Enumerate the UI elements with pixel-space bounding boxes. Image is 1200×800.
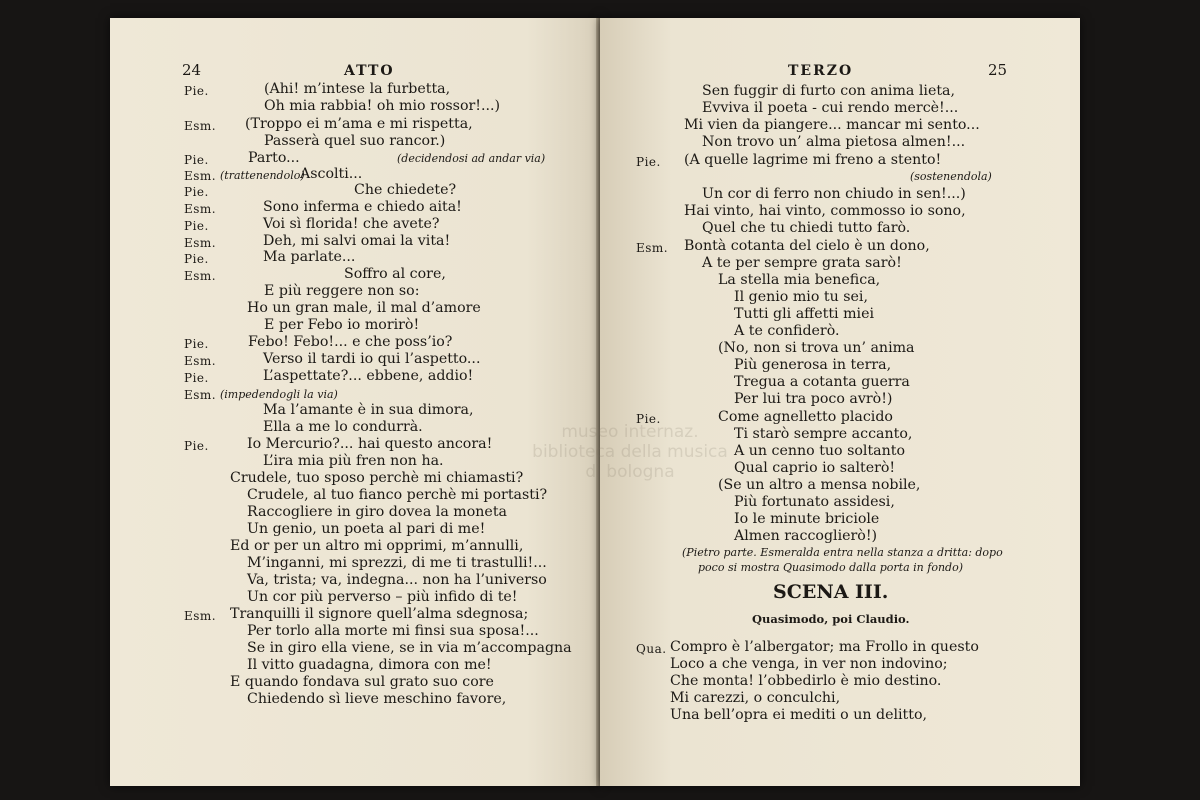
verse-line: Per lui tra poco avrò!) [734,391,893,407]
verse-line: Soffro al core, [344,266,446,282]
verse-line: Ho un gran male, il mal d’amore [247,300,481,316]
verse-line: Ella a me lo condurrà. [263,419,423,435]
verse-line: Tranquilli il signore quell’alma sdegnosa; [230,606,529,622]
speaker-label: Pie. [184,337,209,351]
page-number: 24 [182,61,202,79]
watermark-line: biblioteca della musica [532,442,728,462]
verse-line: Per torlo alla morte mi finsi sua sposa!... [247,623,539,639]
verse-line: Raccogliere in giro dovea la moneta [247,504,507,520]
verse-line: (Troppo ei m’ama e mi rispetta, [245,116,473,132]
verse-line: (Se un altro a mensa nobile, [718,477,921,493]
verse-line: Il vitto guadagna, dimora con me! [247,657,492,673]
speaker-label: Esm. [184,236,217,250]
verse-line: Verso il tardi io qui l’aspetto... [263,351,481,367]
verse-line: Un genio, un poeta al pari di me! [247,521,486,537]
verse-line: Sono inferma e chiedo aita! [263,199,462,215]
verse-line: Ascolti... [300,166,363,182]
verse-line: Febo! Febo!... e che poss’io? [248,334,453,350]
speaker-label: Qua. [636,642,667,656]
verse-line: Che chiedete? [354,182,457,198]
speaker-label: Pie. [184,252,209,266]
verse-line: Passerà quel suo rancor.) [264,133,446,149]
verse-line: Io Mercurio?... hai questo ancora! [247,436,493,452]
verse-line: Più generosa in terra, [734,357,892,373]
verse-line: A un cenno tuo soltanto [734,443,905,459]
verse-line: E quando fondava sul grato suo core [230,674,494,690]
verse-line: La stella mia benefica, [718,272,881,288]
verse-line: Voi sì florida! che avete? [263,216,440,232]
stage-direction: (impedendogli la via) [220,388,338,401]
verse-line: Almen raccoglierò!) [734,528,878,544]
verse-line: Oh mia rabbia! oh mio rossor!...) [264,98,501,114]
verse-line: Qual caprio io salterò! [734,460,896,476]
verse-line: Crudele, al tuo fianco perchè mi portasti? [247,487,548,503]
verse-line: Mi carezzi, o conculchi, [670,690,841,706]
verse-line: Hai vinto, hai vinto, commosso io sono, [684,203,966,219]
verse-line: Compro è l’albergator; ma Frollo in questo [670,639,979,655]
running-header: ATTO [344,63,395,79]
speaker-label: Esm. [184,354,217,368]
verse-line: M’inganni, mi sprezzi, di me ti trastulli!... [247,555,547,571]
watermark-line: museo internaz. [561,422,699,442]
verse-line: (No, non si trova un’ anima [718,340,915,356]
speaker-label: Esm. [184,609,217,623]
verse-line: Io le minute briciole [734,511,880,527]
verse-line: Sen fuggir di furto con anima lieta, [702,83,956,99]
verse-line: Più fortunato assidesi, [734,494,895,510]
right-page [600,18,1080,786]
verse-line: Crudele, tuo sposo perchè mi chiamasti? [230,470,524,486]
verse-line: Evviva il poeta - cui rendo mercè!... [702,100,959,116]
speaker-label: Esm. [184,169,217,183]
verse-line: A te per sempre grata sarò! [702,255,902,271]
verse-line: E per Febo io morirò! [264,317,420,333]
scene-title: SCENA III. [773,581,889,603]
speaker-label: Pie. [184,371,209,385]
speaker-label: Esm. [636,241,669,255]
verse-line: (A quelle lagrime mi freno a stento! [684,152,942,168]
speaker-label: Esm. [184,388,217,402]
speaker-label: Pie. [184,84,209,98]
verse-line: Un cor più perverso – più infido di te! [247,589,518,605]
speaker-label: Esm. [184,202,217,216]
verse-line: Loco a che venga, in ver non indovino; [670,656,948,672]
stage-direction: (trattenendolo) [220,169,305,182]
left-page [110,18,600,786]
watermark-line: di bologna [585,462,675,482]
speaker-label: Pie. [184,219,209,233]
running-header: TERZO [788,63,854,79]
verse-line: Bontà cotanta del cielo è un dono, [684,238,930,254]
verse-line: Ma l’amante è in sua dimora, [263,402,474,418]
verse-line: Quel che tu chiedi tutto farò. [702,220,911,236]
stage-direction: (sostenendola) [910,170,992,183]
verse-line: E più reggere non so: [264,283,420,299]
verse-line: A te confiderò. [734,323,840,339]
verse-line: Ed or per un altro mi opprimi, m’annulli, [230,538,524,554]
speaker-label: Esm. [184,269,217,283]
verse-line: Ma parlate... [263,249,356,265]
library-watermark [530,422,730,482]
stage-direction: (Pietro parte. Esmeralda entra nella stanza a dritta: dopo [682,546,1003,559]
verse-line: Parto... [248,150,300,166]
verse-line: Che monta! l’obbedirlo è mio destino. [670,673,942,689]
verse-line: Se in giro ella viene, se in via m’accompagna [247,640,572,656]
page-number: 25 [988,61,1008,79]
speaker-label: Pie. [184,185,209,199]
speaker-label: Esm. [184,119,217,133]
verse-line: Il genio mio tu sei, [734,289,868,305]
verse-line: Ti starò sempre accanto, [734,426,913,442]
verse-line: Chiedendo sì lieve meschino favore, [247,691,507,707]
verse-line: Un cor di ferro non chiudo in sen!...) [702,186,966,202]
verse-line: Tregua a cotanta guerra [734,374,910,390]
speaker-label: Pie. [636,155,661,169]
verse-line: Come agnelletto placido [718,409,893,425]
stage-direction: (decidendosi ad andar via) [397,152,546,165]
verse-line: Va, trista; va, indegna... non ha l’universo [247,572,547,588]
verse-line: L’ira mia più fren non ha. [263,453,444,469]
speaker-label: Pie. [184,153,209,167]
verse-line: L’aspettate?... ebbene, addio! [263,368,474,384]
speaker-label: Pie. [184,439,209,453]
verse-line: Tutti gli affetti miei [734,306,875,322]
verse-line: (Ahi! m’intese la furbetta, [264,81,451,97]
scene-characters: Quasimodo, poi Claudio. [752,612,910,626]
stage-direction: poco si mostra Quasimodo dalla porta in fondo) [698,561,963,574]
verse-line: Non trovo un’ alma pietosa almen!... [702,134,966,150]
speaker-label: Pie. [636,412,661,426]
verse-line: Mi vien da piangere... mancar mi sento... [684,117,980,133]
verse-line: Deh, mi salvi omai la vita! [263,233,451,249]
verse-line: Una bell’opra ei mediti o un delitto, [670,707,928,723]
